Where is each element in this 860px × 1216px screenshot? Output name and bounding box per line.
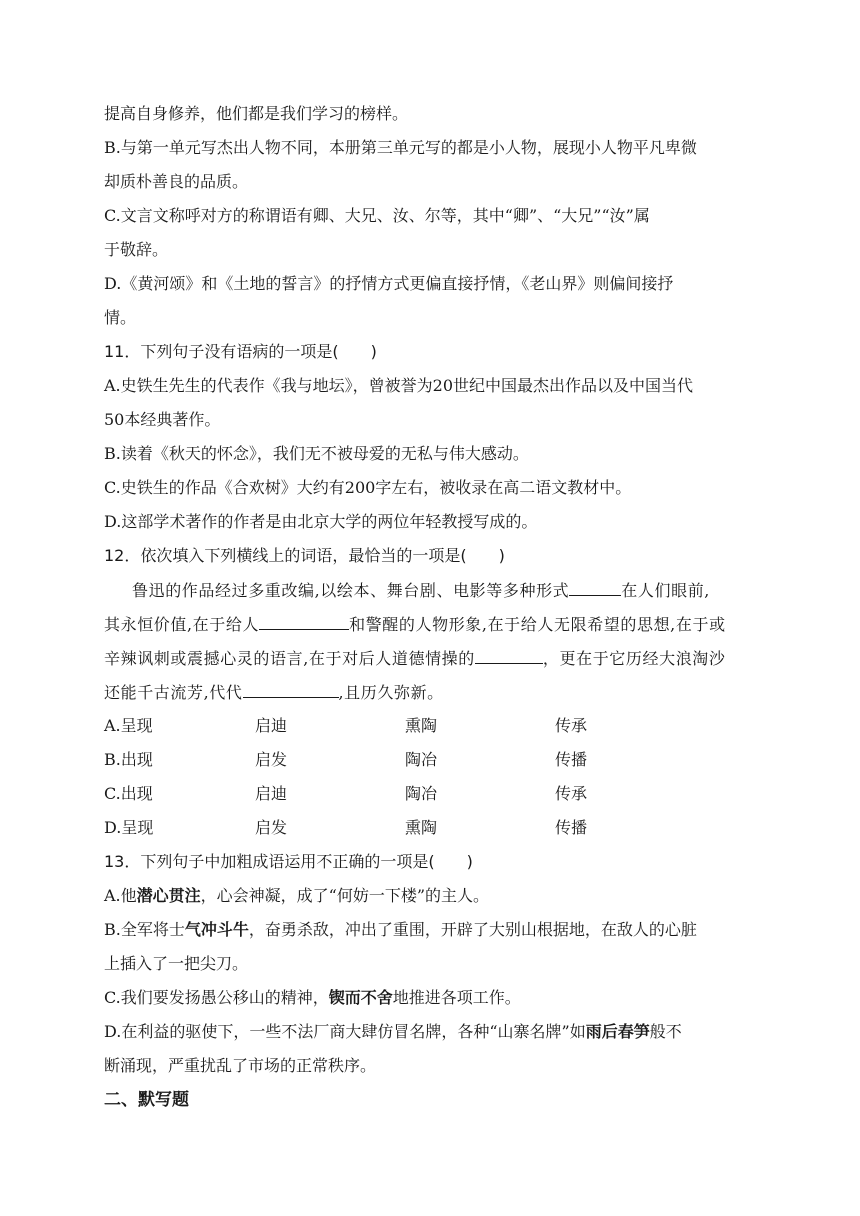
q12-option-d-word1: D.呈现 (104, 818, 154, 837)
q13-option-a (104, 885, 489, 907)
q11-option-a-line2: 50本经典著作。 (104, 410, 221, 429)
q12-passage-line2 (104, 613, 726, 636)
q10-option-d-line2: 情。 (104, 308, 137, 327)
blank-3 (475, 647, 543, 664)
option-text: C.我们要发扬愚公移山的精神， (104, 988, 329, 1007)
q10-continuation: 提高自身修养，他们都是我们学习的榜样。 (104, 104, 409, 123)
option-text: B.全军将士 (104, 920, 185, 939)
bold-idiom: 雨后春笋 (585, 1022, 650, 1041)
q12-option-a-word3: 熏陶 (405, 716, 438, 735)
q12-option-a-word1: A.呈现 (104, 716, 153, 735)
q12-passage-line3 (104, 647, 726, 670)
passage-text: 其永恒价值,在于给人 (104, 615, 260, 634)
q10-option-b-line1: B.与第一单元写杰出人物不同，本册第三单元写的都是小人物，展现小人物平凡卑微 (104, 138, 697, 157)
q11-option-b: B.读着《秋天的怀念》，我们无不被母爱的无私与伟大感动。 (104, 444, 529, 463)
passage-text: 在人们眼前, (621, 581, 710, 600)
q12-option-c-word4: 传承 (555, 784, 588, 803)
q12-option-d-word4: 传播 (555, 818, 588, 837)
q11-option-a-line1: A.史铁生先生的代表作《我与地坛》，曾被誉为20世纪中国最杰出作品以及中国当代 (104, 376, 694, 395)
q13-option-b-line2: 上插入了一把尖刀。 (104, 954, 249, 973)
passage-text: 和警醒的人物形象,在于给人无限希望的思想,在于或 (349, 615, 726, 634)
option-text: ，心会神凝，成了“何妨一下楼”的主人。 (200, 886, 490, 905)
passage-text: ，更在于它历经大浪淘沙 (542, 649, 726, 668)
blank-4 (243, 681, 339, 698)
passage-text: 鲁迅的作品经过多重改编,以绘本、舞台剧、电影等多种形式 (132, 581, 570, 600)
q12-option-b-word4: 传播 (555, 750, 588, 769)
q12-option-c-word3: 陶冶 (405, 784, 438, 803)
q11-option-d: D.这部学术著作的作者是由北京大学的两位年轻教授写成的。 (104, 512, 538, 531)
blank-1 (569, 579, 621, 596)
option-text: ，奋勇杀敌，冲出了重围，开辟了大别山根据地，在敌人的心脏 (248, 920, 697, 939)
option-text: D.在利益的驱使下，一些不法厂商大肆仿冒名牌，各种“山寨名牌”如 (104, 1022, 586, 1041)
q12-option-a-word4: 传承 (555, 716, 588, 735)
q12-option-c-word1: C.出现 (104, 784, 153, 803)
q10-option-b-line2: 却质朴善良的品质。 (104, 172, 249, 191)
q12-option-b-word1: B.出现 (104, 750, 153, 769)
option-text: A.他 (104, 886, 137, 905)
q13-option-d-line1 (104, 1021, 682, 1043)
bold-idiom: 锲而不舍 (328, 988, 393, 1007)
passage-text: 还能千古流芳,代代 (104, 683, 243, 702)
q12-option-d-word3: 熏陶 (405, 818, 438, 837)
passage-text: ,且历久弥新。 (338, 683, 444, 702)
q12-stem: 12．依次填入下列横线上的词语，最恰当的一项是( ) (104, 546, 505, 565)
q12-option-a-word2: 启迪 (255, 716, 288, 735)
q13-option-c (104, 987, 521, 1009)
option-text: 地推进各项工作。 (392, 988, 521, 1007)
q11-stem: 11．下列句子没有语病的一项是( ) (104, 342, 377, 361)
q12-option-c-word2: 启迪 (255, 784, 288, 803)
q13-stem: 13．下列句子中加粗成语运用不正确的一项是( ) (104, 852, 473, 871)
section-heading: 二、默写题 (104, 1090, 189, 1110)
q12-option-b-word2: 启发 (255, 750, 288, 769)
q12-option-d-word2: 启发 (255, 818, 288, 837)
q13-option-b-line1 (104, 919, 697, 941)
q12-passage-line1 (132, 579, 710, 602)
q10-option-c-line2: 于敬辞。 (104, 240, 169, 259)
q10-option-c-line1: C.文言文称呼对方的称谓语有卿、大兄、汝、尔等，其中“卿”、“大兄”“汝”属 (104, 206, 650, 225)
q12-option-b-word3: 陶冶 (405, 750, 438, 769)
q10-option-d-line1: D.《黄河颂》和《土地的誓言》的抒情方式更偏直接抒情，《老山界》则偏间接抒 (104, 274, 674, 293)
q11-option-c: C.史铁生的作品《合欢树》大约有200字左右，被收录在高二语文教材中。 (104, 478, 632, 497)
q12-passage-line4 (104, 681, 444, 704)
passage-text: 辛辣讽刺或震撼心灵的语言,在于对后人道德情操的 (104, 649, 475, 668)
bold-idiom: 潜心贯注 (136, 886, 201, 905)
bold-idiom: 气冲斗牛 (184, 920, 249, 939)
option-text: 般不 (649, 1022, 682, 1041)
blank-2 (259, 613, 349, 630)
q13-option-d-line2: 断涌现，严重扰乱了市场的正常秩序。 (104, 1056, 377, 1075)
